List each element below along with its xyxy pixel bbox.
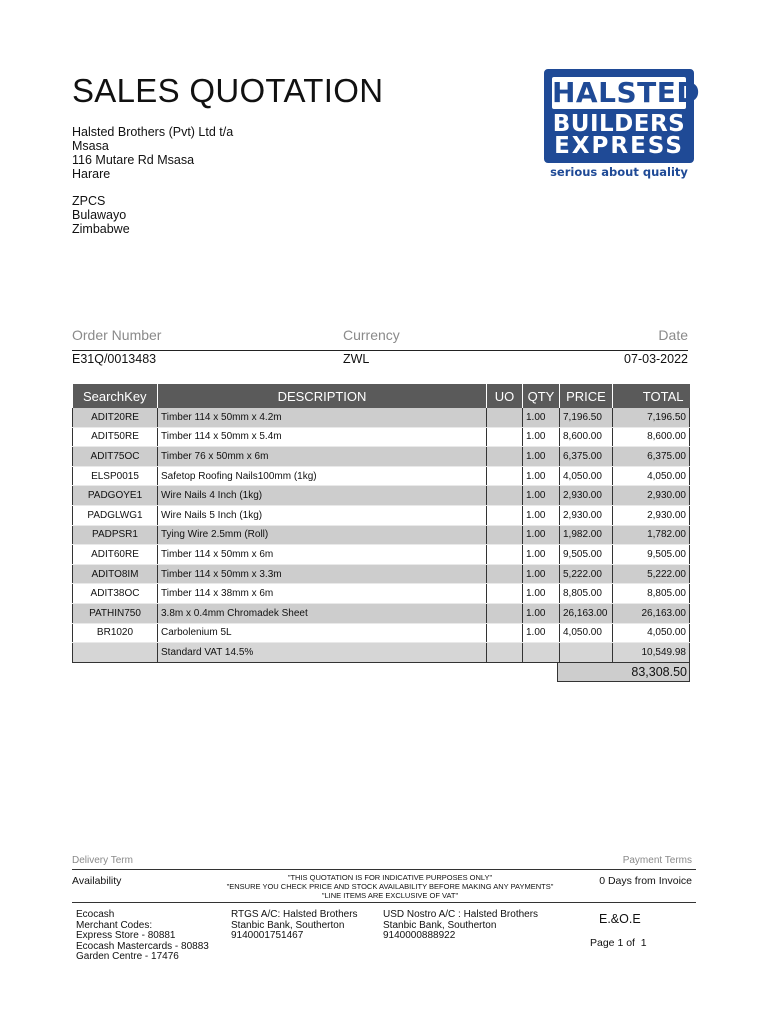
search-key-cell: BR1020 <box>73 623 158 643</box>
customer-line: ZPCS <box>72 194 106 208</box>
company-line: 116 Mutare Rd Msasa <box>72 153 195 167</box>
description-cell: Timber 114 x 50mm x 3.3m <box>158 564 487 584</box>
qty-cell: 1.00 <box>523 623 560 643</box>
price-cell: 8,600.00 <box>560 427 613 447</box>
total-cell: 4,050.00 <box>613 623 690 643</box>
availability-label: Availability <box>72 875 122 887</box>
qty-cell: 1.00 <box>523 466 560 486</box>
notice-line: "THIS QUOTATION IS FOR INDICATIVE PURPOSES ONLY" <box>287 873 493 882</box>
date-value: 07-03-2022 <box>624 352 688 366</box>
column-header: TOTAL <box>613 384 690 408</box>
usd-line: Stanbic Bank, Southerton <box>383 919 497 931</box>
logo-box <box>544 69 701 163</box>
total-cell: 1,782.00 <box>613 525 690 545</box>
price-cell: 2,930.00 <box>560 486 613 506</box>
price-cell: 9,505.00 <box>560 545 613 565</box>
rtgs-line: RTGS A/C: Halsted Brothers <box>231 909 358 920</box>
table-row <box>73 427 690 447</box>
uo-cell <box>487 486 523 506</box>
notice-line: "ENSURE YOU CHECK PRICE AND STOCK AVAILABILITY BEFORE MAKING ANY PAYMENTS" <box>226 882 554 891</box>
currency-value: ZWL <box>343 352 370 366</box>
ecocash-line: Express Store - 80881 <box>76 930 176 941</box>
table-row <box>73 505 690 525</box>
price-cell: 2,930.00 <box>560 505 613 525</box>
empty-cell <box>73 643 158 663</box>
table-row <box>73 447 690 467</box>
search-key-cell: PATHIN750 <box>73 603 158 623</box>
grand-total: 83,308.50 <box>557 662 690 682</box>
qty-cell: 1.00 <box>523 584 560 604</box>
uo-cell <box>487 408 523 427</box>
total-cell: 6,375.00 <box>613 447 690 467</box>
table-row <box>73 486 690 506</box>
search-key-cell: ADIT75OC <box>73 447 158 467</box>
total-cell: 2,930.00 <box>613 505 690 525</box>
column-header: SearchKey <box>73 384 158 408</box>
ecocash-line: Garden Centre - 17476 <box>76 951 179 962</box>
description-cell: Tying Wire 2.5mm (Roll) <box>158 525 487 545</box>
address-block <box>72 125 233 236</box>
uo-cell <box>487 564 523 584</box>
date-label: Date <box>658 327 688 343</box>
logo-text: BUILDERS <box>552 111 686 137</box>
customer-line: Bulawayo <box>72 208 127 222</box>
price-cell: 7,196.50 <box>560 408 613 427</box>
search-key-cell: PADGLWG1 <box>73 505 158 525</box>
rtgs-line: Stanbic Bank, Southerton <box>231 919 345 931</box>
ecocash-line: Merchant Codes: <box>76 919 153 931</box>
qty-cell: 1.00 <box>523 408 560 427</box>
items-table <box>72 384 690 663</box>
search-key-cell: ELSP0015 <box>73 466 158 486</box>
ecocash-line: Ecocash <box>76 909 115 920</box>
total-cell: 8,805.00 <box>613 584 690 604</box>
rtgs-block <box>231 910 358 942</box>
description-cell: Timber 114 x 50mm x 6m <box>158 545 487 565</box>
usd-block <box>383 910 538 942</box>
logo-text: HALSTED <box>552 76 701 109</box>
page-title: SALES QUOTATION <box>72 72 384 109</box>
uo-cell <box>487 623 523 643</box>
column-header: PRICE <box>560 384 613 408</box>
description-cell: Carbolenium 5L <box>158 623 487 643</box>
description-cell: Safetop Roofing Nails100mm (1kg) <box>158 466 487 486</box>
page-number: Page 1 of 1 <box>590 937 647 949</box>
vat-description: Standard VAT 14.5% <box>158 643 487 663</box>
quotation-notice <box>190 873 590 900</box>
total-cell: 26,163.00 <box>613 603 690 623</box>
qty-cell: 1.00 <box>523 447 560 467</box>
description-cell: Timber 114 x 50mm x 5.4m <box>158 427 487 447</box>
currency-label: Currency <box>343 327 400 343</box>
price-cell: 26,163.00 <box>560 603 613 623</box>
customer-line: Zimbabwe <box>72 222 130 236</box>
company-line: Halsted Brothers (Pvt) Ltd t/a <box>72 125 234 139</box>
qty-cell: 1.00 <box>523 603 560 623</box>
description-cell: 3.8m x 0.4mm Chromadek Sheet <box>158 603 487 623</box>
footer-divider <box>72 869 696 870</box>
uo-cell <box>487 545 523 565</box>
eoe-label: E.&O.E <box>599 912 641 926</box>
price-cell: 1,982.00 <box>560 525 613 545</box>
uo-cell <box>487 466 523 486</box>
table-row <box>73 564 690 584</box>
total-cell: 7,196.50 <box>613 408 690 427</box>
payment-terms-value: 0 Days from Invoice <box>599 875 692 887</box>
column-header: DESCRIPTION <box>158 384 487 408</box>
ecocash-block <box>76 910 209 963</box>
price-cell: 5,222.00 <box>560 564 613 584</box>
total-cell: 2,930.00 <box>613 486 690 506</box>
table-row <box>73 623 690 643</box>
total-cell: 9,505.00 <box>613 545 690 565</box>
qty-cell: 1.00 <box>523 427 560 447</box>
search-key-cell: ADIT60RE <box>73 545 158 565</box>
search-key-cell: PADGOYE1 <box>73 486 158 506</box>
description-cell: Timber 114 x 38mm x 6m <box>158 584 487 604</box>
search-key-cell: PADPSR1 <box>73 525 158 545</box>
price-cell: 4,050.00 <box>560 623 613 643</box>
price-cell: 6,375.00 <box>560 447 613 467</box>
uo-cell <box>487 427 523 447</box>
table-row <box>73 408 690 427</box>
description-cell: Timber 76 x 50mm x 6m <box>158 447 487 467</box>
empty-cell <box>487 643 523 663</box>
rtgs-line: 9140001751467 <box>231 930 304 941</box>
search-key-cell: ADIT50RE <box>73 427 158 447</box>
order-number-label: Order Number <box>72 327 162 343</box>
payment-terms-label: Payment Terms <box>622 855 692 866</box>
footer-divider <box>72 902 696 903</box>
qty-cell: 1.00 <box>523 564 560 584</box>
usd-line: 9140000888922 <box>383 930 456 941</box>
qty-cell: 1.00 <box>523 525 560 545</box>
company-line: Harare <box>72 167 111 181</box>
order-number: E31Q/0013483 <box>72 352 157 366</box>
uo-cell <box>487 584 523 604</box>
price-cell: 4,050.00 <box>560 466 613 486</box>
delivery-term-label: Delivery Term <box>72 855 133 866</box>
empty-cell <box>560 643 613 663</box>
company-line: Msasa <box>72 139 109 153</box>
table-row <box>73 603 690 623</box>
description-cell: Wire Nails 4 Inch (1kg) <box>158 486 487 506</box>
ecocash-line: Ecocash Mastercards - 80883 <box>76 940 209 952</box>
notice-line: "LINE ITEMS ARE EXCLUSIVE OF VAT" <box>321 891 459 900</box>
table-row <box>73 584 690 604</box>
description-cell: Timber 114 x 50mm x 4.2m <box>158 408 487 427</box>
total-cell: 5,222.00 <box>613 564 690 584</box>
header-divider <box>72 350 688 351</box>
search-key-cell: ADIT20RE <box>73 408 158 427</box>
search-key-cell: ADITO8IM <box>73 564 158 584</box>
vat-row <box>73 643 690 663</box>
column-header: UO <box>487 384 523 408</box>
qty-cell: 1.00 <box>523 505 560 525</box>
table-row <box>73 525 690 545</box>
qty-cell: 1.00 <box>523 486 560 506</box>
table-row <box>73 545 690 565</box>
table-row <box>73 466 690 486</box>
usd-line: USD Nostro A/C : Halsted Brothers <box>383 909 539 920</box>
price-cell: 8,805.00 <box>560 584 613 604</box>
uo-cell <box>487 603 523 623</box>
search-key-cell: ADIT38OC <box>73 584 158 604</box>
vat-total: 10,549.98 <box>613 643 690 663</box>
uo-cell <box>487 447 523 467</box>
table-header-row <box>73 384 690 408</box>
total-cell: 8,600.00 <box>613 427 690 447</box>
logo-text: EXPRESS <box>554 133 684 159</box>
logo-tagline: serious about quality <box>550 165 688 179</box>
qty-cell: 1.00 <box>523 545 560 565</box>
uo-cell <box>487 505 523 525</box>
empty-cell <box>523 643 560 663</box>
column-header: QTY <box>523 384 560 408</box>
total-cell: 4,050.00 <box>613 466 690 486</box>
company-logo <box>544 69 701 179</box>
uo-cell <box>487 525 523 545</box>
description-cell: Wire Nails 5 Inch (1kg) <box>158 505 487 525</box>
